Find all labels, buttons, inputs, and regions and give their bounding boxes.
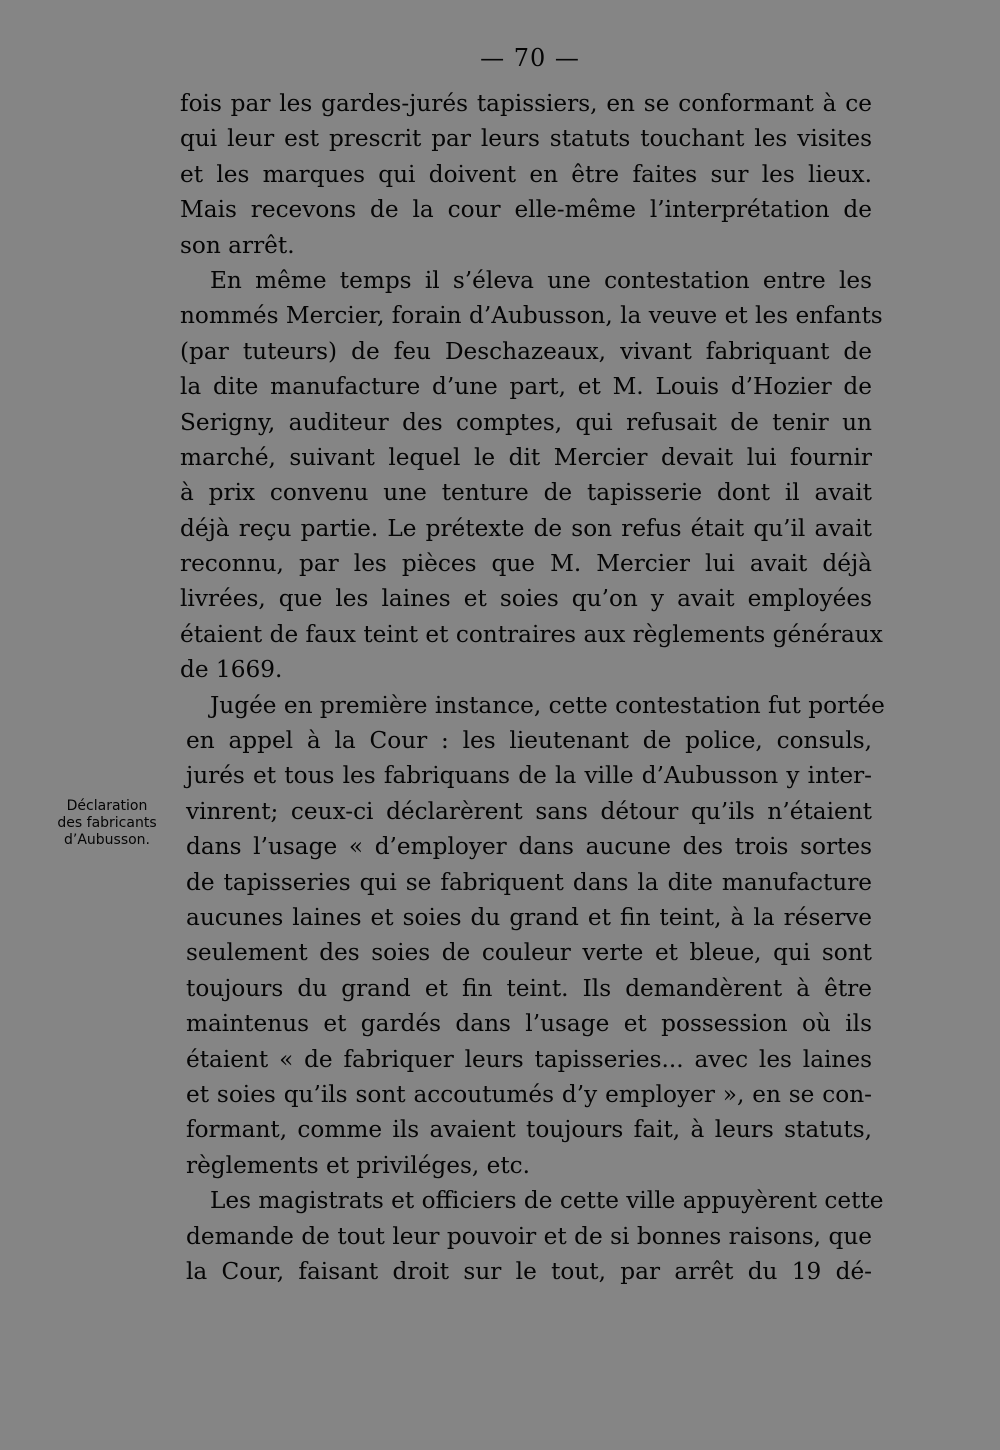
margin-note-line: d’Aubusson. <box>63 832 151 848</box>
text-line: en appel à la Cour : les lieutenant de police, consuls, <box>186 727 872 755</box>
text-line: déjà reçu partie. Le prétexte de son refus était qu’il avait <box>180 514 872 542</box>
text-line: seulement des soies de couleur verte et bleue, qui sont <box>186 939 872 967</box>
paragraph <box>180 86 872 263</box>
text-line: toujours du grand et fin teint. Ils demandèrent à être <box>186 974 872 1002</box>
text-line: étaient de faux teint et contraires aux règlements généraux <box>180 620 883 648</box>
text-line: marché, suivant lequel le dit Mercier devait lui fournir <box>180 443 872 471</box>
margin-note-line: des fabricants <box>57 815 157 831</box>
text-line: Les magistrats et officiers de cette ville appuyèrent cette <box>210 1187 884 1215</box>
text-line: reconnu, par les pièces que M. Mercier lui avait déjà <box>180 550 872 578</box>
paragraph <box>180 263 883 688</box>
text-line: dans l’usage « d’employer dans aucune des trois sortes <box>186 833 872 861</box>
text-line: livrées, que les laines et soies qu’on y avait employées <box>180 585 872 613</box>
text-line: Serigny, auditeur des comptes, qui refusait de tenir un <box>180 408 872 436</box>
paragraph <box>180 688 885 1183</box>
text-line: et les marques qui doivent en être faites sur les lieux. <box>180 160 872 188</box>
text-line: formant, comme ils avaient toujours fait, à leurs statuts, <box>186 1116 872 1144</box>
text-line: son arrêt. <box>180 231 295 259</box>
text-line: aucunes laines et soies du grand et fin teint, à la réserve <box>186 903 872 931</box>
text-line: maintenus et gardés dans l’usage et possession où ils <box>186 1010 872 1038</box>
text-line: Jugée en première instance, cette contestation fut portée <box>210 691 885 719</box>
text-line: (par tuteurs) de feu Deschazeaux, vivant fabriquant de <box>180 337 872 365</box>
margin-note-line: Déclaration <box>66 798 148 814</box>
body-text <box>180 86 885 1289</box>
text-line: la dite manufacture d’une part, et M. Louis d’Hozier de <box>180 373 872 401</box>
text-line: et soies qu’ils sont accoutumés d’y employer », en se con- <box>186 1080 872 1108</box>
text-line: demande de tout leur pouvoir et de si bonnes raisons, que <box>186 1222 872 1250</box>
text-line: fois par les gardes-jurés tapissiers, en se conformant à ce <box>180 90 872 117</box>
text-line: la Cour, faisant droit sur le tout, par arrêt du 19 dé- <box>186 1257 872 1285</box>
text-line: à prix convenu une tenture de tapisserie dont il avait <box>180 479 872 507</box>
text-line: étaient « de fabriquer leurs tapisseries... avec les laines <box>186 1045 872 1073</box>
margin-note <box>40 798 174 849</box>
text-line: jurés et tous les fabriquans de la ville d’Aubusson y inter- <box>186 762 872 790</box>
text-line: de tapisseries qui se fabriquent dans la dite manufacture <box>186 868 872 896</box>
text-line: En même temps il s’éleva une contestation entre les <box>210 266 872 294</box>
text-line: nommés Mercier, forain d’Aubusson, la veuve et les enfants <box>180 302 883 330</box>
text-line: vinrent; ceux-ci déclarèrent sans détour qu’ils n’étaient <box>186 797 872 825</box>
paragraph <box>180 1183 884 1289</box>
page-number: — 70 — <box>480 44 580 72</box>
text-line: qui leur est prescrit par leurs statuts touchant les visites <box>180 125 872 153</box>
text-line: Mais recevons de la cour elle-même l’interprétation de <box>180 196 872 224</box>
text-line: règlements et priviléges, etc. <box>186 1151 531 1179</box>
text-line: de 1669. <box>180 656 283 684</box>
